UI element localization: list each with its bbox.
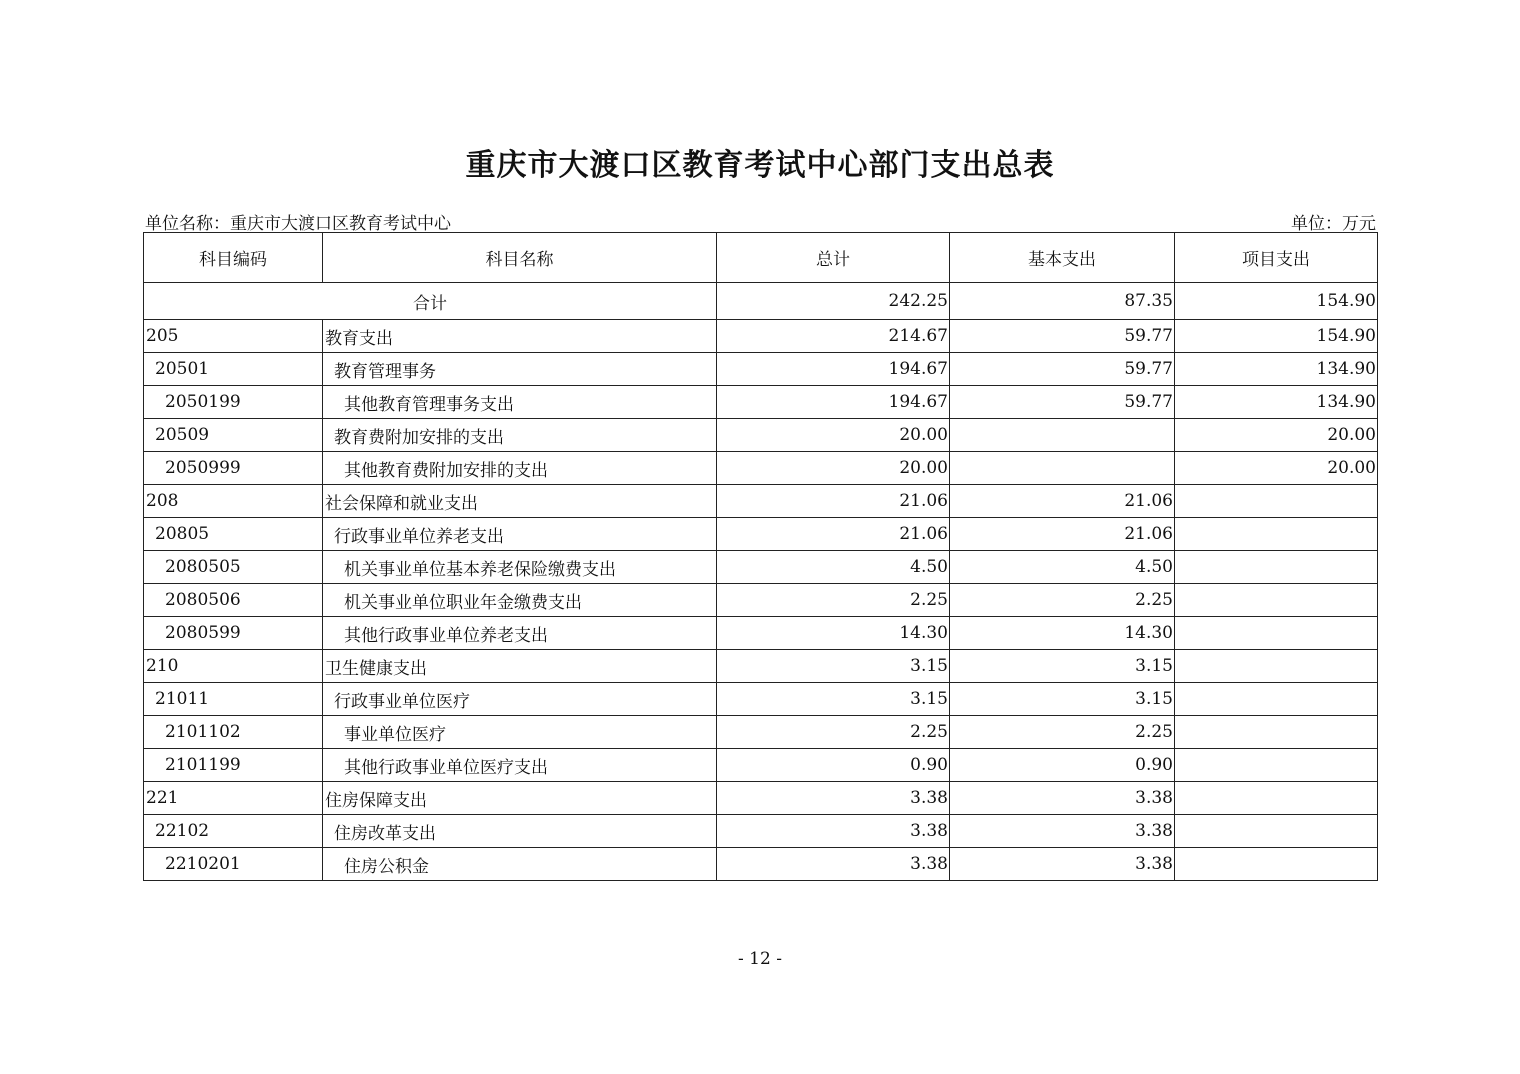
cell-name: 其他行政事业单位医疗支出: [323, 749, 717, 782]
cell-total: 2.25: [717, 716, 950, 749]
cell-basic: [950, 419, 1175, 452]
cell-code: 20501: [144, 353, 323, 386]
cell-total: 0.90: [717, 749, 950, 782]
cell-total: 14.30: [717, 617, 950, 650]
cell-total: 3.38: [717, 782, 950, 815]
table-row: [144, 353, 1378, 386]
cell-basic: 14.30: [950, 617, 1175, 650]
table-row: [144, 452, 1378, 485]
cell-project: 20.00: [1175, 419, 1378, 452]
table-row: [144, 716, 1378, 749]
cell-project: [1175, 551, 1378, 584]
cell-code: 210: [144, 650, 323, 683]
cell-project: [1175, 749, 1378, 782]
table-row: [144, 584, 1378, 617]
cell-project: [1175, 617, 1378, 650]
cell-total: 20.00: [717, 419, 950, 452]
cell-code: 20509: [144, 419, 323, 452]
cell-code: 221: [144, 782, 323, 815]
cell-name: 教育费附加安排的支出: [323, 419, 717, 452]
cell-name: 教育管理事务: [323, 353, 717, 386]
cell-total: 4.50: [717, 551, 950, 584]
cell-code: 2050199: [144, 386, 323, 419]
cell-basic: 3.15: [950, 650, 1175, 683]
cell-total: 194.67: [717, 353, 950, 386]
cell-name: 其他教育费附加安排的支出: [323, 452, 717, 485]
page-number: - 12 -: [738, 949, 782, 969]
cell-name: 卫生健康支出: [323, 650, 717, 683]
cell-code: 2080599: [144, 617, 323, 650]
cell-project: [1175, 683, 1378, 716]
cell-code: 2080505: [144, 551, 323, 584]
table-header-row: [144, 233, 1378, 283]
cell-basic: 59.77: [950, 320, 1175, 353]
cell-total: 194.67: [717, 386, 950, 419]
table-row: [144, 551, 1378, 584]
cell-basic: 59.77: [950, 353, 1175, 386]
cell-total: 20.00: [717, 452, 950, 485]
total-total: 242.25: [717, 283, 950, 320]
cell-project: [1175, 716, 1378, 749]
table-row: [144, 419, 1378, 452]
table-row: [144, 518, 1378, 551]
cell-name: 教育支出: [323, 320, 717, 353]
unit-label: 单位：万元: [1291, 214, 1376, 234]
cell-name: 其他教育管理事务支出: [323, 386, 717, 419]
cell-project: 20.00: [1175, 452, 1378, 485]
cell-code: 2050999: [144, 452, 323, 485]
cell-code: 205: [144, 320, 323, 353]
table-row: [144, 683, 1378, 716]
cell-name: 行政事业单位养老支出: [323, 518, 717, 551]
unit-name-label: 单位名称：重庆市大渡口区教育考试中心: [145, 214, 451, 234]
total-label: 合计: [144, 283, 717, 320]
cell-basic: 2.25: [950, 716, 1175, 749]
cell-name: 机关事业单位职业年金缴费支出: [323, 584, 717, 617]
table-row: [144, 815, 1378, 848]
cell-code: 208: [144, 485, 323, 518]
table-row: [144, 749, 1378, 782]
expense-table: [143, 232, 1378, 881]
cell-basic: [950, 452, 1175, 485]
cell-code: 2210201: [144, 848, 323, 881]
cell-code: 2101102: [144, 716, 323, 749]
table-row: [144, 485, 1378, 518]
header-total: 总计: [717, 233, 950, 283]
cell-basic: 2.25: [950, 584, 1175, 617]
cell-basic: 3.38: [950, 782, 1175, 815]
header-name: 科目名称: [323, 233, 717, 283]
cell-code: 2080506: [144, 584, 323, 617]
cell-basic: 21.06: [950, 518, 1175, 551]
cell-basic: 3.15: [950, 683, 1175, 716]
table-row: [144, 320, 1378, 353]
table-row: [144, 782, 1378, 815]
cell-total: 3.38: [717, 848, 950, 881]
cell-basic: 3.38: [950, 815, 1175, 848]
cell-name: 事业单位医疗: [323, 716, 717, 749]
cell-code: 22102: [144, 815, 323, 848]
table-row: [144, 386, 1378, 419]
page-title: 重庆市大渡口区教育考试中心部门支出总表: [465, 148, 1055, 183]
cell-name: 机关事业单位基本养老保险缴费支出: [323, 551, 717, 584]
cell-name: 住房保障支出: [323, 782, 717, 815]
cell-code: 20805: [144, 518, 323, 551]
table-row: [144, 650, 1378, 683]
cell-total: 2.25: [717, 584, 950, 617]
table-row: [144, 848, 1378, 881]
cell-basic: 21.06: [950, 485, 1175, 518]
cell-total: 21.06: [717, 518, 950, 551]
cell-project: 134.90: [1175, 353, 1378, 386]
cell-total: 3.15: [717, 683, 950, 716]
total-basic: 87.35: [950, 283, 1175, 320]
cell-project: [1175, 485, 1378, 518]
cell-name: 社会保障和就业支出: [323, 485, 717, 518]
total-project: 154.90: [1175, 283, 1378, 320]
cell-total: 21.06: [717, 485, 950, 518]
cell-name: 行政事业单位医疗: [323, 683, 717, 716]
table-row: [144, 617, 1378, 650]
cell-basic: 59.77: [950, 386, 1175, 419]
cell-code: 2101199: [144, 749, 323, 782]
cell-name: 其他行政事业单位养老支出: [323, 617, 717, 650]
cell-basic: 3.38: [950, 848, 1175, 881]
cell-project: 154.90: [1175, 320, 1378, 353]
cell-total: 3.38: [717, 815, 950, 848]
cell-project: 134.90: [1175, 386, 1378, 419]
header-basic: 基本支出: [950, 233, 1175, 283]
header-code: 科目编码: [144, 233, 323, 283]
cell-basic: 0.90: [950, 749, 1175, 782]
header-project: 项目支出: [1175, 233, 1378, 283]
cell-name: 住房改革支出: [323, 815, 717, 848]
cell-project: [1175, 584, 1378, 617]
cell-total: 214.67: [717, 320, 950, 353]
cell-project: [1175, 518, 1378, 551]
cell-project: [1175, 815, 1378, 848]
cell-project: [1175, 848, 1378, 881]
total-row: [144, 283, 1378, 320]
cell-project: [1175, 782, 1378, 815]
cell-basic: 4.50: [950, 551, 1175, 584]
cell-project: [1175, 650, 1378, 683]
cell-total: 3.15: [717, 650, 950, 683]
cell-name: 住房公积金: [323, 848, 717, 881]
cell-code: 21011: [144, 683, 323, 716]
